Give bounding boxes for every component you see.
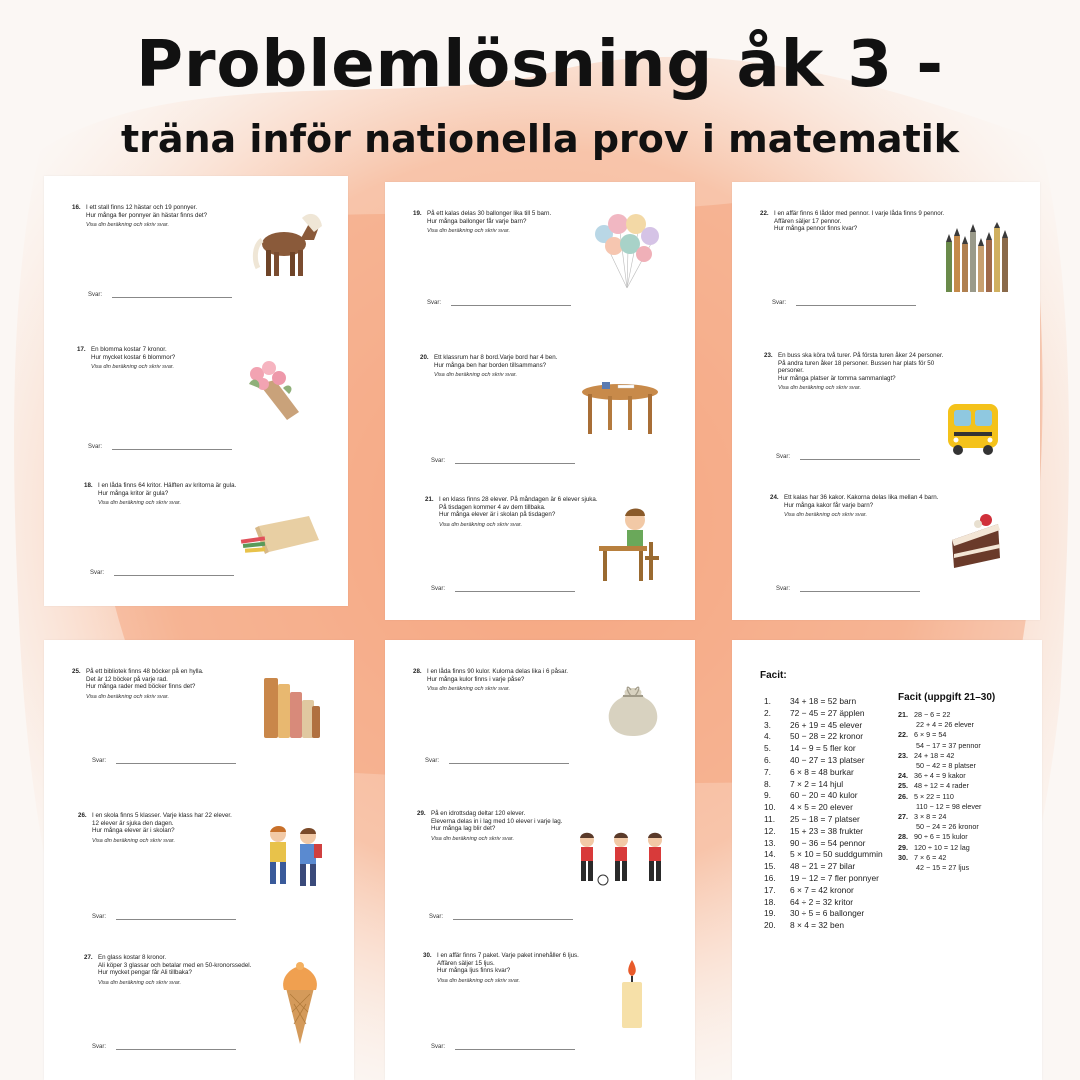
facit-answer: 14 − 9 = 5 fler kor [790,743,856,754]
facit2-step2: 110 − 12 = 98 elever [916,801,982,811]
facit-row [764,885,883,897]
facit2-number: 26. [898,791,908,801]
facit2-number: 22. [898,730,908,740]
answer-24: Svar: [776,586,920,592]
facit-row [764,696,883,708]
facit2-step1: 120 ÷ 10 = 12 lag [912,842,970,852]
facit-row [764,802,883,814]
question-21: 21. I en klass finns 28 elever. På måndagen är 6 elever sjuka. På tisdagen kommer 4 av dem tillbaka. Hur många elever är i skolan på tisdagen? Visa din beräkning och skriv svar. [425,496,598,528]
boy-at-desk-illustration [595,502,663,582]
cake-slice-illustration [948,510,1004,572]
facit2-number: 25. [898,781,908,791]
facit2-number: 29. [898,842,908,852]
candle-illustration [619,958,645,1030]
facit-number: 3. [764,719,771,730]
balloons-illustration [590,210,664,290]
answer-22: Svar: [772,300,916,306]
facit-row [764,779,883,791]
answer-line[interactable] [112,293,232,298]
answer-line[interactable] [455,459,575,464]
facit-row [764,861,883,873]
facit-number: 9. [764,790,771,801]
facit2-row [898,853,981,863]
answer-19: Svar: [427,300,571,306]
answer-17: Svar: [88,444,232,450]
answer-line[interactable] [112,445,232,450]
facit-row [764,897,883,909]
facit-answer: 72 − 45 = 27 äpplen [790,707,865,718]
facit2-row [898,751,981,761]
facit2-step1: 5 × 22 = 110 [912,791,954,801]
facit-answer: 50 − 28 = 22 kronor [790,731,864,742]
facit2-step2: 42 − 15 = 27 ljus [916,863,970,873]
facit-answer: 90 − 36 = 54 pennor [790,837,866,848]
facit-answer: 26 + 19 = 45 elever [790,719,863,730]
pencils-illustration [944,222,1010,292]
facit-number: 10. [764,802,776,813]
facit2-row [898,832,981,842]
marble-bag-illustration [601,680,665,740]
question-20: 20. Ett klassrum har 8 bord.Varje bord har 4 ben. Hur många ben har borden tillsammans? Visa din beräkning och skriv svar. [420,354,558,379]
page-title: Problemlösning åk 3 - [136,28,944,102]
answer-line[interactable] [455,587,575,592]
question-25: 25. På ett bibliotek finns 48 böcker på en hylla. Det är 12 böcker på varje rad. Hur många rader med böcker finns det? Visa din beräkning och skriv svar. [72,668,204,700]
worksheet-page-4 [44,640,354,1080]
question-24: 24. Ett kalas har 36 kakor. Kakorna delas lika mellan 4 barn. Hur många kakor får varje barn? Visa din beräkning och skriv svar. [770,494,939,519]
answer-line[interactable] [453,915,573,920]
facit-number: 5. [764,743,771,754]
facit-row [764,720,883,732]
question-16: 16. I ett stall finns 12 hästar och 19 ponnyer. Hur många fler ponnyer än hästar finns det? Visa din beräkning och skriv svar. [72,204,208,229]
facit-row [764,731,883,743]
facit-answer: 5 × 10 = 50 suddgummin [790,849,883,860]
worksheet-page-1 [44,176,348,606]
crayon-box-illustration [239,510,321,556]
facit2-step2: 50 − 42 = 8 platser [916,761,976,771]
answer-line[interactable] [116,1045,236,1050]
children-running-illustration [256,822,332,894]
bus-illustration [944,400,1002,456]
facit-answer: 60 − 20 = 40 kulor [790,790,858,801]
answer-23: Svar: [776,454,920,460]
facit-answer: 64 ÷ 2 = 32 kritor [790,896,854,907]
facit-number: 4. [764,731,771,742]
answer-26: Svar: [92,914,236,920]
facit-number: 14. [764,849,776,860]
facit-number: 20. [764,920,776,931]
facit2-number: 28. [898,832,908,842]
facit2-row [898,792,981,802]
facit2-row [898,781,981,791]
facit2-row [898,843,981,853]
facit-row [764,849,883,861]
facit-row [764,838,883,850]
facit-number: 6. [764,754,771,765]
worksheet-page-2 [385,182,695,620]
facit-row [764,708,883,720]
facit-answer: 7 × 2 = 14 hjul [790,778,844,789]
answer-16: Svar: [88,292,232,298]
answer-line[interactable] [455,1045,575,1050]
facit2-number: 27. [898,812,908,822]
question-29: 29. På en idrottsdag deltar 120 elever. Eleverna delas in i lag med 10 elever i varje lag. Hur många lag blir det? Visa din beräkning och skriv svar. [417,810,563,842]
question-30: 30. I en affär finns 7 paket. Varje paket innehåller 6 ljus. Affären säljer 15 ljus. Hur många ljus finns kvar? Visa din beräkning och skriv svar. [423,952,579,984]
facit-number: 15. [764,861,776,872]
answer-27: Svar: [92,1044,236,1050]
facit-row [764,908,883,920]
question-27: 27. En glass kostar 8 kronor. Ali köper 3 glassar och betalar med en 50-kronorssedel. Hur mycket pengar får Ali tillbaka? Visa din beräkning och skriv svar. [84,954,252,986]
answer-20: Svar: [431,458,575,464]
worksheet-page-5 [385,640,695,1080]
facit-number: 12. [764,825,776,836]
facit2-step2: 50 − 24 = 26 kronor [916,822,979,832]
facit-row [764,873,883,885]
facit2-row [898,710,981,720]
facit-answer: 4 × 5 = 20 elever [790,802,853,813]
answer-line[interactable] [116,915,236,920]
facit-row [764,814,883,826]
facit2-row [898,730,981,740]
answer-30: Svar: [431,1044,575,1050]
facit-answer: 19 − 12 = 7 fler ponnyer [790,872,879,883]
facit-answer: 15 + 23 = 38 frukter [790,825,864,836]
question-17: 17. En blomma kostar 7 kronor. Hur mycket kostar 6 blommor? Visa din beräkning och skriv svar. [77,346,176,371]
facit2-step1: 24 + 18 = 42 [912,750,955,760]
facit-number: 19. [764,908,776,919]
facit-number: 7. [764,766,771,777]
facit-heading: Facit: [760,670,787,681]
answer-28: Svar: [425,758,569,764]
answer-line[interactable] [796,301,916,306]
facit2-step1: 28 − 6 = 22 [912,710,951,719]
facit2-number: 30. [898,852,908,862]
facit-answer: 25 − 18 = 7 platser [790,813,860,824]
question-22: 22. I en affär finns 6 lådor med pennor. I varje låda finns 9 pennor. Affären säljer 17 pennor. Hur många pennor finns kvar? [760,210,945,233]
answer-25: Svar: [92,758,236,764]
facit-row [764,920,883,932]
answer-18: Svar: [90,570,234,576]
facit-row [764,743,883,755]
facit-row [764,826,883,838]
question-19: 19. På ett kalas delas 30 ballonger lika till 5 barn. Hur många ballonger får varje barn? Visa din beräkning och skriv svar. [413,210,552,235]
pony-illustration [244,206,324,282]
facit-answer: 6 × 8 = 48 burkar [790,766,854,777]
facit2-step1: 3 × 8 = 24 [912,812,947,822]
facit-number: 1. [764,696,771,706]
facit2-number: 21. [898,710,908,719]
facit2-step1: 90 ÷ 6 = 15 kulor [912,832,968,842]
facit-number: 18. [764,896,776,907]
facit-number: 2. [764,707,771,718]
facit-number: 13. [764,837,776,848]
facit-answer: 8 × 4 = 32 ben [790,920,845,931]
answer-line[interactable] [451,301,571,306]
facit-answer: 30 ÷ 5 = 6 ballonger [790,908,865,919]
facit2-step1: 48 ÷ 12 = 4 rader [912,781,969,791]
books-illustration [260,674,322,740]
facit-row [764,755,883,767]
flower-bouquet-illustration [239,354,311,424]
answer-key-page [732,640,1042,1080]
facit2-number: 24. [898,771,908,781]
question-18: 18. I en låda finns 64 kritor. Hälften av kritorna är gula. Hur många kritor är gula? Visa din beräkning och skriv svar. [84,482,237,507]
facit2-step2: 54 − 17 = 37 pennor [916,740,981,750]
facit2-step1: 36 ÷ 4 = 9 kakor [912,771,966,781]
facit2-list [898,710,981,873]
facit2-row [898,771,981,781]
answer-line[interactable] [449,759,569,764]
facit-answer: 6 × 7 = 42 kronor [790,884,854,895]
ice-cream-cone-illustration [280,960,320,1046]
facit-answer: 40 − 27 = 13 platser [790,754,865,765]
facit-number: 17. [764,884,776,895]
facit-number: 11. [764,813,776,824]
page-subtitle: träna inför nationella prov i matematik [120,117,960,161]
answer-line[interactable] [116,759,236,764]
answer-line[interactable] [800,587,920,592]
facit-answer: 34 + 18 = 52 barn [790,696,857,706]
kids-playing-football-illustration [571,830,671,886]
answer-29: Svar: [429,914,573,920]
facit2-step1: 7 × 6 = 42 [912,852,947,862]
answer-line[interactable] [800,455,920,460]
facit-number: 8. [764,778,771,789]
facit2-heading: Facit (uppgift 21–30) [898,692,996,703]
facit-number: 16. [764,872,776,883]
worksheet-page-3 [732,182,1040,620]
question-28: 28. I en låda finns 90 kulor. Kulorna delas lika i 6 påsar. Hur många kulor finns i varje påse? Visa din beräkning och skriv svar. [413,668,569,693]
facit-list [764,696,883,932]
facit-row [764,767,883,779]
answer-line[interactable] [114,571,234,576]
question-23: 23. En buss ska köra två turer. På första turen åker 24 personer. På andra turen åker 18 personer. Bussen har plats för 50 personer. Hur många platser är tomma sammanlagt? Visa din beräkning och skriv svar. [764,352,944,392]
facit2-step2: 22 + 4 = 26 elever [916,720,974,730]
facit2-row [898,812,981,822]
facit2-step1: 6 × 9 = 54 [912,730,947,740]
facit-answer: 48 − 21 = 27 bilar [790,861,856,872]
question-26: 26. I en skola finns 5 klasser. Varje klass har 22 elever. 12 elever är sjuka den dagen. Hur många elever är i skolan? Visa din beräkning och skriv svar. [78,812,232,844]
table-illustration [580,378,662,436]
facit-row [764,790,883,802]
facit2-number: 23. [898,750,908,760]
answer-21: Svar: [431,586,575,592]
